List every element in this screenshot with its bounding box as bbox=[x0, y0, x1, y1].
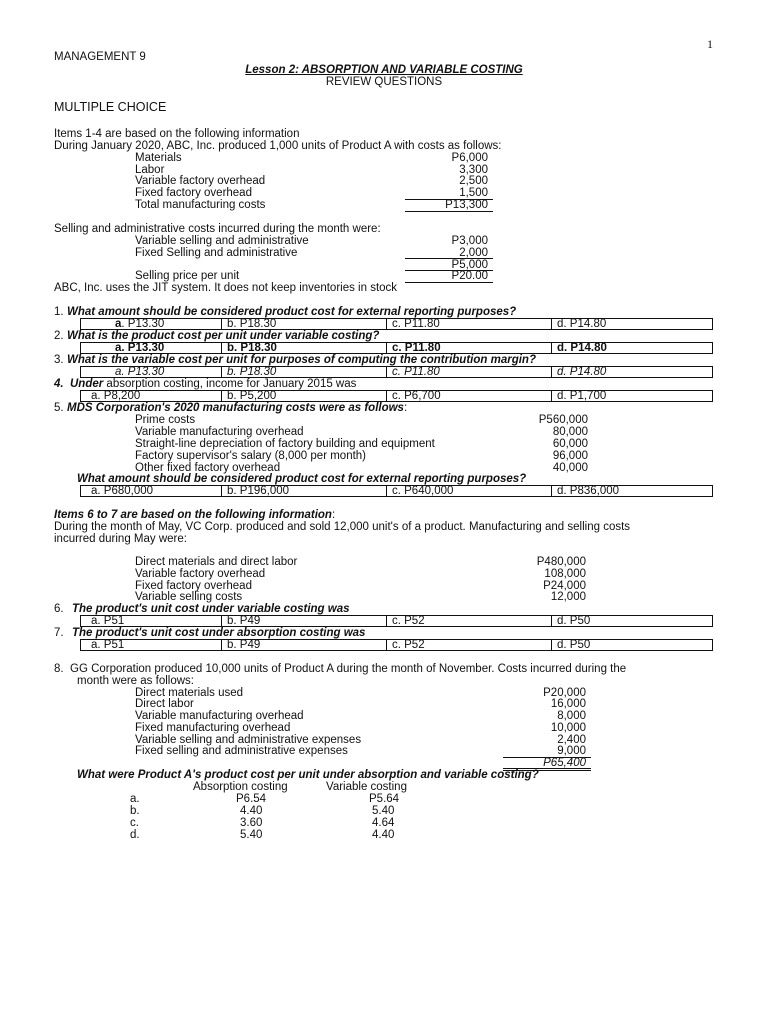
choice-c[interactable]: c. P11.80 bbox=[386, 343, 551, 353]
choice-d[interactable]: d. P14.80 bbox=[551, 319, 714, 329]
price-rule-top bbox=[405, 270, 493, 271]
selling-value: P3,000 bbox=[451, 235, 488, 247]
total-underline bbox=[405, 211, 493, 212]
cost-value: 9,000 bbox=[557, 745, 586, 757]
choice-b[interactable]: b. P196,000 bbox=[221, 486, 386, 496]
cost-value: 1,500 bbox=[459, 187, 488, 199]
cost-label: Variable selling costs bbox=[135, 591, 243, 603]
selling-intro: Selling and administrative costs incurred during the month were: bbox=[54, 223, 381, 235]
question-text: Under absorption costing, income for January 2015 was bbox=[70, 378, 357, 390]
cost-label: Variable selling and administrative expenses bbox=[135, 734, 362, 746]
answer-choices-q6 bbox=[80, 615, 713, 627]
total-value: P65,400 bbox=[543, 757, 586, 769]
choice-d[interactable]: d. P836,000 bbox=[551, 486, 714, 496]
cost-value: P6,000 bbox=[451, 152, 488, 164]
cost-value: P20,000 bbox=[543, 687, 586, 699]
cost-value: 108,000 bbox=[544, 568, 586, 580]
jit-note: ABC, Inc. uses the JIT system. It does not keep inventories in stock bbox=[54, 282, 398, 294]
question-text: The product's unit cost under variable costing was bbox=[72, 603, 350, 615]
cost-label: Direct labor bbox=[135, 698, 194, 710]
cost-value: P560,000 bbox=[538, 414, 588, 426]
choice-b[interactable]: b. P18.30 bbox=[221, 343, 386, 353]
choice-absorption: P6.54 bbox=[236, 793, 267, 805]
selling-label: Fixed Selling and administrative bbox=[135, 247, 298, 259]
cost-value: 2,400 bbox=[557, 734, 586, 746]
cost-value: 8,000 bbox=[557, 710, 586, 722]
cost-label: Variable manufacturing overhead bbox=[135, 710, 304, 722]
cost-label: Other fixed factory overhead bbox=[135, 462, 281, 474]
price-rule-bottom bbox=[405, 282, 493, 283]
choice-absorption: 5.40 bbox=[240, 829, 263, 841]
question-number: 5. bbox=[54, 402, 64, 414]
choice-letter[interactable]: d. bbox=[130, 829, 140, 841]
cost-label: Materials bbox=[135, 152, 182, 164]
answer-choices-q3 bbox=[80, 366, 713, 378]
cost-value: P24,000 bbox=[543, 580, 586, 592]
choice-d[interactable]: d. P14.80 bbox=[551, 343, 714, 353]
cost-value: 40,000 bbox=[552, 462, 588, 474]
cost-value: 16,000 bbox=[550, 698, 586, 710]
choice-variable: P5.64 bbox=[369, 793, 400, 805]
answer-choices-q7 bbox=[80, 639, 713, 651]
selling-value: P5,000 bbox=[451, 259, 488, 271]
question-number: 6. bbox=[54, 603, 64, 615]
question-number: 3. bbox=[54, 354, 64, 366]
cost-value: 12,000 bbox=[550, 591, 586, 603]
choice-b[interactable]: b. P5,200 bbox=[221, 391, 386, 401]
choice-b[interactable]: b. P49 bbox=[221, 616, 386, 626]
cost-label: Direct materials and direct labor bbox=[135, 556, 298, 568]
cost-label: Variable manufacturing overhead bbox=[135, 426, 304, 438]
cost-value: 3,300 bbox=[459, 164, 488, 176]
course-title: MANAGEMENT 9 bbox=[54, 51, 146, 63]
cost-label: Fixed factory overhead bbox=[135, 187, 252, 199]
cost-label: Prime costs bbox=[135, 414, 196, 426]
question-number: 2. bbox=[54, 330, 64, 342]
cost-value: 10,000 bbox=[550, 722, 586, 734]
subtitle: REVIEW QUESTIONS bbox=[325, 76, 443, 88]
question-text: What amount should be considered product cost for external reporting purposes? bbox=[67, 306, 517, 318]
cost-value: 80,000 bbox=[552, 426, 588, 438]
choice-a[interactable]: a. P680,000 bbox=[91, 485, 154, 497]
question-text: What were Product A's product cost per unit under absorption and variable costing? bbox=[77, 769, 539, 781]
choice-letter[interactable]: c. bbox=[130, 817, 139, 829]
intro-description: During January 2020, ABC, Inc. produced 1,000 units of Product A with costs as follows: bbox=[54, 140, 502, 152]
answer-choices-q2 bbox=[80, 342, 713, 354]
cost-value: 2,500 bbox=[459, 175, 488, 187]
choice-absorption: 4.40 bbox=[240, 805, 263, 817]
cost-value: P13,300 bbox=[445, 199, 488, 211]
choice-c[interactable]: c. P11.80 bbox=[386, 319, 551, 329]
question-number: 4. bbox=[54, 378, 64, 390]
selling-label: Variable selling and administrative bbox=[135, 235, 309, 247]
answer-choices-q5 bbox=[80, 485, 713, 497]
question-number: 7. bbox=[54, 627, 64, 639]
choice-b[interactable]: b. P49 bbox=[221, 640, 386, 650]
column-header-absorption: Absorption costing bbox=[193, 781, 288, 793]
selling-value: 2,000 bbox=[459, 247, 488, 259]
question-text: What is the variable cost per unit for purposes of computing the contribution margin? bbox=[67, 354, 536, 366]
choice-c[interactable]: c. P52 bbox=[386, 640, 551, 650]
choice-a[interactable]: a. P13.30 bbox=[115, 318, 165, 330]
choice-variable: 5.40 bbox=[372, 805, 395, 817]
section-heading: MULTIPLE CHOICE bbox=[54, 100, 167, 114]
cost-value: P480,000 bbox=[536, 556, 586, 568]
choice-absorption: 3.60 bbox=[240, 817, 263, 829]
intro-lead: Items 1-4 are based on the following information bbox=[54, 128, 300, 140]
question-number: 8. bbox=[54, 663, 64, 675]
choice-d[interactable]: d. P1,700 bbox=[551, 391, 714, 401]
choice-a[interactable]: a. P51 bbox=[91, 639, 125, 651]
cost-label: Factory supervisor's salary (8,000 per month) bbox=[135, 450, 367, 462]
choice-a[interactable]: a. P51 bbox=[91, 615, 125, 627]
cost-value: 96,000 bbox=[552, 450, 588, 462]
cost-label: Variable factory overhead bbox=[135, 568, 266, 580]
choice-b[interactable]: b. P18.30 bbox=[221, 367, 386, 377]
cost-label: Variable factory overhead bbox=[135, 175, 266, 187]
choice-variable: 4.64 bbox=[372, 817, 395, 829]
cost-label: Fixed selling and administrative expenses bbox=[135, 745, 348, 757]
cost-label: Fixed factory overhead bbox=[135, 580, 252, 592]
choice-a[interactable]: a. P13.30 bbox=[115, 342, 165, 354]
choice-c[interactable]: c. P640,000 bbox=[386, 486, 551, 496]
intro-lead: Items 6 to 7 are based on the following information: bbox=[54, 509, 336, 521]
cost-label: Fixed manufacturing overhead bbox=[135, 722, 291, 734]
question-number: 1. bbox=[54, 306, 64, 318]
intro-description: During the month of May, VC Corp. produced and sold 12,000 unit's of a product. Manufacturing and selling costs bbox=[54, 521, 631, 533]
cost-value: 60,000 bbox=[552, 438, 588, 450]
question-description: GG Corporation produced 10,000 units of Product A during the month of November. Costs incurred during the bbox=[70, 663, 627, 675]
question-text: What is the product cost per unit under variable costing? bbox=[67, 330, 380, 342]
page-number: 1 bbox=[707, 37, 713, 51]
column-header-variable: Variable costing bbox=[326, 781, 407, 793]
cost-label: Labor bbox=[135, 164, 165, 176]
choice-letter[interactable]: a. bbox=[130, 793, 140, 805]
question-text: MDS Corporation's 2020 manufacturing costs were as follows: bbox=[67, 402, 408, 414]
question-text: What amount should be considered product cost for external reporting purposes? bbox=[77, 473, 527, 485]
cost-label: Direct materials used bbox=[135, 687, 244, 699]
question-description: month were as follows: bbox=[77, 675, 194, 687]
choice-a[interactable]: a. P8,200 bbox=[91, 390, 141, 402]
choice-c[interactable]: c. P52 bbox=[386, 616, 551, 626]
cost-label: Straight-line depreciation of factory building and equipment bbox=[135, 438, 435, 450]
selling-value: P20.00 bbox=[451, 270, 488, 282]
choice-a[interactable]: a. P13.30 bbox=[115, 366, 165, 378]
choice-d[interactable]: d. P50 bbox=[551, 616, 714, 626]
choice-d[interactable]: d. P50 bbox=[551, 640, 714, 650]
question-text: The product's unit cost under absorption costing was bbox=[72, 627, 366, 639]
choice-variable: 4.40 bbox=[372, 829, 395, 841]
cost-label: Total manufacturing costs bbox=[135, 199, 266, 211]
choice-b[interactable]: b. P18.30 bbox=[221, 319, 386, 329]
answer-choices-q4 bbox=[80, 390, 713, 402]
selling-label: Selling price per unit bbox=[135, 270, 240, 282]
choice-d[interactable]: d. P14.80 bbox=[551, 367, 714, 377]
lesson-title: Lesson 2: ABSORPTION AND VARIABLE COSTING bbox=[245, 64, 523, 76]
choice-c[interactable]: c. P11.80 bbox=[386, 367, 551, 377]
intro-description: incurred during May were: bbox=[54, 533, 187, 545]
answer-choices-q1 bbox=[80, 318, 713, 330]
choice-c[interactable]: c. P6,700 bbox=[386, 391, 551, 401]
choice-letter[interactable]: b. bbox=[130, 805, 140, 817]
